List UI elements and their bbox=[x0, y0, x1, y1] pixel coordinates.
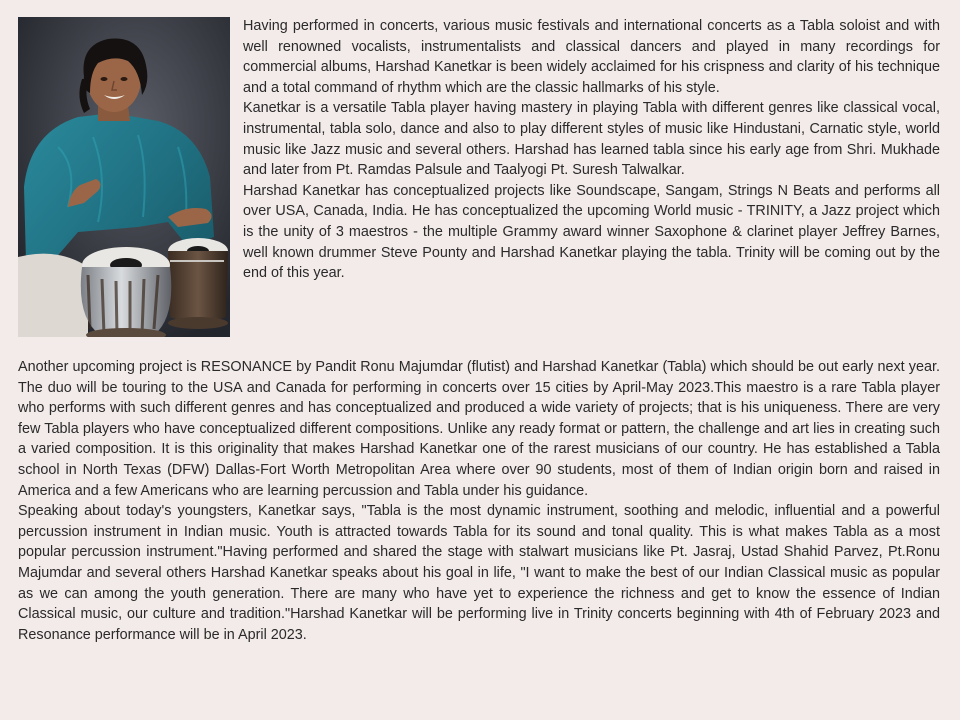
paragraph: Kanetkar is a versatile Tabla player having mastery in playing Tabla with different genres like classical vocal, instrumental, tabla solo, dance and also to play different styles of music like Hindustani, Carnatic style, world music like Jazz music and several others. Harshad has learned tabla since his early age from Shri. Mukhade and later from Pt. Ramdas Palsule and Taalyogi Pt. Suresh Talwalkar. bbox=[243, 100, 940, 179]
tabla-player-photo bbox=[18, 17, 230, 337]
paragraph: Harshad Kanetkar has conceptualized projects like Soundscape, Sangam, Strings N Beats and performs all over USA, Canada, India. He has conceptualized the upcoming World music - TRINITY, a Jazz project which is the unity of 3 maestros - the multiple Grammy award winner Saxophone & clarinet player Jeffrey Barnes, well known drummer Steve Pounty and Harshad Kanetkar playing the tabla. Trinity will be coming out by the end of this year. bbox=[243, 182, 940, 282]
photo-illustration bbox=[18, 17, 230, 337]
intro-text-block bbox=[243, 16, 940, 284]
paragraph: Speaking about today's youngsters, Kanetkar says, "Tabla is the most dynamic instrument, soothing and melodic, influential and a powerful percussion instrument in Indian music. Youth is attracted towards Tabla for its sound and tonal quality. This is what makes Tabla as a most popular percussion instrument."Having performed and shared the stage with stalwart musicians like Pt. Jasraj, Ustad Shahid Parvez, Pt.Ronu Majumdar and several others Harshad Kanetkar speaks about his goal in life, "I want to make the best of our Indian Classical music as popular as we can among the youth generation. There are many who have yet to experience the richness and get to know the essence of Indian Classical music, our culture and tradition."Harshad Kanetkar will be performing live in Trinity concerts beginning with 4th of February 2023 and Resonance performance will be in April 2023. bbox=[18, 503, 940, 643]
main-text-block bbox=[18, 357, 940, 645]
paragraph: Another upcoming project is RESONANCE by Pandit Ronu Majumdar (flutist) and Harshad Kanetkar (Tabla) which should be out early next year. The duo will be touring to the USA and Canada for performing in concerts over 15 cities by April-May 2023.This maestro is a rare Tabla player who performs with such different genres and has conceptualized and produced a wide variety of projects; that is his uniqueness. There are very few Tabla players who have conceptualized different compositions. Unlike any ready format or pattern, the challenge and art lies in creating such a varied composition. It is this originality that makes Harshad Kanetkar one of the rarest musicians of our country. He has established a Tabla school in North Texas (DFW) Dallas-Fort Worth Metropolitan Area where over 90 students, most of them of Indian origin born and raised in America and a few Americans who are learning percussion and Tabla under his guidance. bbox=[18, 359, 940, 499]
paragraph: Having performed in concerts, various music festivals and international concerts as a Tabla soloist and with well renowned vocalists, instrumentalists and classical dancers and played in many recordings for commercial albums, Harshad Kanetkar is been widely acclaimed for his crispness and clarity of his technique and a total command of rhythm which are the classic hallmarks of his style. bbox=[243, 18, 940, 96]
